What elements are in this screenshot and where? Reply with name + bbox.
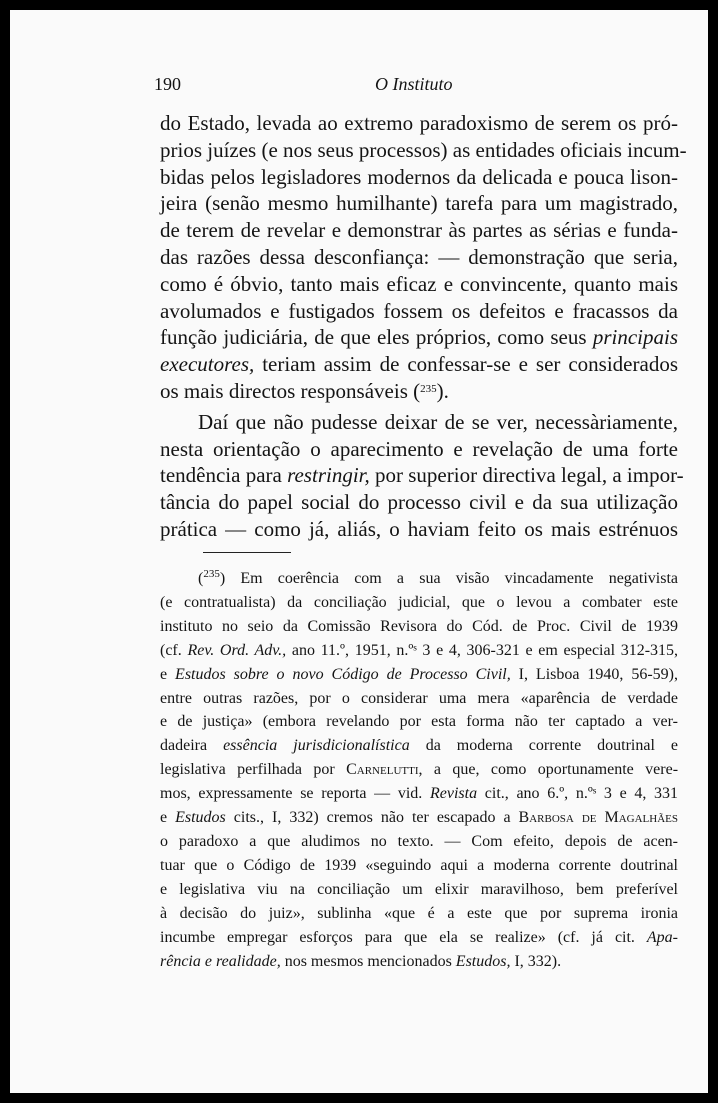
text-line: Daí que não pudesse deixar de se ver, necessàriamente,	[198, 409, 678, 434]
footnote-divider	[203, 552, 291, 553]
footnote-line	[160, 782, 678, 806]
text-line: jeira (senão mesmo humilhante) tarefa para um magistrado,	[160, 191, 678, 216]
text-segment: (cf.	[160, 641, 182, 659]
italic-term: restringir,	[287, 463, 370, 488]
text-segment: Em coerência com a sua visão vincadamente negativista	[240, 570, 679, 587]
text-line: bidas pelos legisladores modernos da delicada e pouca lison-	[160, 164, 678, 189]
text-segment: dadeira	[160, 737, 208, 755]
italic-term: Apa-	[646, 928, 679, 946]
text-line	[160, 351, 678, 378]
footnote-line: ($^{235}$) Em coerência com a sua visão vincadamente negativista	[198, 568, 679, 587]
text-line: prios juízes (e nos seus processos) as entidades oficiais incum-	[160, 137, 687, 162]
footnote-line: (e contratualista) da conciliação judicial, que o levou a combater este	[160, 593, 678, 611]
footnote-line: instituto no seio da Comissão Revisora do Cód. de Proc. Civil de 1939	[160, 617, 678, 635]
footnote-line: o paradoxo a que aludimos no texto. — Com efeito, depois de acen-	[160, 832, 678, 850]
main-text	[160, 110, 687, 543]
text-line	[160, 378, 678, 405]
italic-term: rência e realidade,	[160, 952, 281, 970]
footnote-line: e de justiça» (embora revelando por esta forma não ter captado a ver-	[160, 713, 678, 731]
italic-term: Rev. Ord. Adv.,	[187, 641, 287, 659]
italic-term: Estudos sobre o novo Código de Processo Civil,	[175, 665, 511, 683]
text-segment: a que, como oportunamente vere-	[433, 761, 679, 779]
book-page	[10, 10, 708, 1093]
running-title: O Instituto	[375, 74, 453, 94]
text-segment: tendência para	[160, 463, 282, 488]
footnote-line	[160, 926, 678, 950]
text-segment: e	[160, 809, 168, 827]
text-segment: I, Lisboa 1940, 56-59),	[518, 665, 679, 683]
text-segment: mos, expressamente se reporta — vid.	[160, 785, 423, 803]
text-segment: ano 11.º, 1951, n.ºˢ 3 e 4, 306-321 e em especial 312-315,	[291, 641, 679, 659]
footnote-line	[160, 950, 678, 974]
text-segment: teriam assim de confessar-se e ser considerados	[262, 352, 678, 377]
text-line: avolumados e fustigados fossem os defeitos e fracassos da	[160, 298, 678, 323]
italic-term: Revista	[430, 785, 478, 803]
author-name: Carnelutti,	[346, 761, 423, 779]
text-segment: os mais directos responsáveis (	[160, 378, 421, 403]
text-segment: por superior directiva legal, a impor-	[375, 463, 684, 488]
text-segment: legislativa perfilhada por	[160, 761, 335, 779]
text-line: prática — como já, aliás, o haviam feito os mais estrénuos	[160, 516, 678, 541]
text-segment: função judiciária, de que eles próprios, como seus	[160, 325, 587, 350]
italic-term: executores,	[160, 352, 255, 377]
text-segment: nos mesmos mencionados	[284, 952, 452, 970]
text-line	[160, 324, 678, 351]
text-line: nesta orientação o aparecimento e revelação de uma forte	[160, 436, 678, 461]
footnote-line: entre outras razões, por o considerar uma mera «aparência de verdade	[160, 689, 678, 707]
page-number: 190	[154, 74, 181, 94]
text-line: do Estado, levada ao extremo paradoxismo de serem os pró-	[160, 111, 678, 135]
text-line	[160, 462, 684, 489]
text-segment: cit., ano 6.º, n.ºˢ 3 e 4, 331	[484, 785, 679, 803]
footnote-line	[160, 806, 678, 830]
italic-term: Estudos,	[455, 952, 511, 970]
footnote-line	[160, 663, 678, 687]
text-segment: I, 332).	[514, 952, 562, 970]
text-segment: ).	[436, 378, 449, 403]
text-segment: cits., I, 332) cremos não ter escapado a	[233, 809, 511, 827]
text-segment: da moderna corrente doutrinal e	[425, 737, 679, 755]
text-line: de terem de revelar e demonstrar às partes as sérias e funda-	[160, 218, 678, 243]
author-name: Barbosa de Magalhães	[518, 809, 678, 827]
italic-term: essência jurisdicionalística	[223, 737, 410, 755]
text-line: como é óbvio, tanto mais eficaz e convincente, quanto mais	[160, 271, 678, 296]
footnote-line: à decisão do juiz», sublinha «que é a este que por suprema ironia	[160, 904, 678, 922]
italic-term: Estudos	[175, 809, 226, 827]
footnote-line: e legislativa viu na conciliação um elixir maravilhoso, bem preferível	[160, 880, 678, 898]
italic-term: principais	[592, 325, 678, 350]
footnote-line: tuar que o Código de 1939 «seguindo aqui a moderna corrente doutrinal	[160, 856, 678, 874]
text-line: das razões dessa desconfiança: — demonstração que seria,	[160, 244, 678, 269]
footnote-reference: 235	[420, 382, 437, 395]
footnote-235	[160, 567, 678, 973]
footnote-line	[160, 639, 678, 663]
text-line: tância do papel social do processo civil e da sua utilização	[160, 490, 678, 515]
text-segment: e	[160, 665, 168, 683]
running-head	[154, 68, 680, 96]
footnote-line	[160, 734, 678, 758]
text-segment: incumbe empregar esforços para que ela se realize» (cf. já cit.	[160, 928, 635, 946]
footnote-marker: 235	[203, 568, 220, 580]
footnote-line	[160, 758, 678, 782]
